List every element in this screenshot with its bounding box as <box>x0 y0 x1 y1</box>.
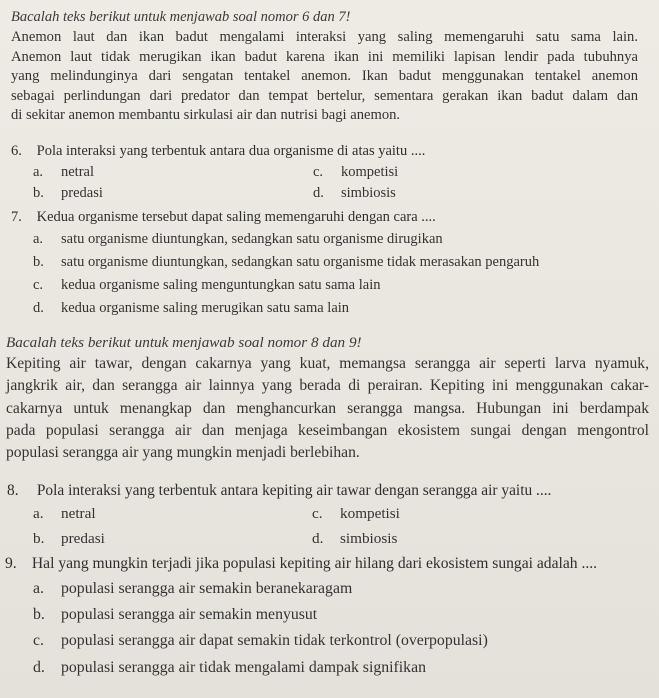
option-text: simbiosis <box>340 530 398 547</box>
option-text: predasi <box>61 530 105 547</box>
q8-option-d[interactable] <box>312 530 397 548</box>
section1-passage <box>11 28 638 126</box>
q8-option-c[interactable] <box>312 505 400 523</box>
option-letter: c. <box>313 164 324 180</box>
passage-line: jangkrik air, dan serangga air lainnya yang berada di perairan. Kepiting ini menggunakan cakar- <box>6 377 649 395</box>
option-letter: d. <box>33 659 45 676</box>
question-text: Hal yang mungkin terjadi jika populasi kepiting air hilang dari ekosistem sungai adalah .... <box>31 555 598 572</box>
q7-option-d[interactable] <box>33 300 349 317</box>
q6-option-c[interactable] <box>313 164 398 181</box>
q6-option-b[interactable] <box>33 185 103 202</box>
q8-option-a[interactable] <box>33 505 96 523</box>
option-letter: a. <box>33 505 44 522</box>
option-letter: a. <box>33 580 44 597</box>
q7-option-b[interactable] <box>33 254 539 271</box>
option-letter: b. <box>33 185 44 201</box>
option-text: kedua organisme saling menguntungkan satu sama lain <box>61 277 381 293</box>
option-letter: c. <box>33 277 44 293</box>
option-text: simbiosis <box>341 185 396 201</box>
option-letter: c. <box>312 505 323 522</box>
question-number: 6. <box>11 143 22 159</box>
option-letter: d. <box>33 300 44 316</box>
q9-option-b[interactable] <box>33 606 317 624</box>
option-text: satu organisme diuntungkan, sedangkan satu organisme dirugikan <box>61 231 443 247</box>
passage-line: cakarnya untuk menangkap dan menghancurkan serangga mangsa. Hubungan ini berdampak <box>6 399 649 417</box>
option-letter: b. <box>33 254 44 270</box>
option-text: populasi serangga air dapat semakin tidak terkontrol (overpopulasi) <box>61 632 488 649</box>
option-text: kedua organisme saling merugikan satu sama lain <box>61 300 350 316</box>
option-text: populasi serangga air tidak mengalami dampak signifikan <box>61 659 426 676</box>
option-text: netral <box>61 505 96 522</box>
option-text: netral <box>61 164 95 180</box>
q7-option-c[interactable] <box>33 277 380 294</box>
q9-option-c[interactable] <box>33 632 488 650</box>
q9-option-d[interactable] <box>33 659 426 677</box>
passage-line: sebagai perlindungan dari predator dan tempat bertelur, sementara gerakan ikan badut dalam dan <box>11 87 638 104</box>
passage-line: yang melindunginya dari sengatan tentakel anemon. Ikan badut menggunakan tentakel anemon <box>11 68 638 84</box>
passage-line: Anemon laut tidak merugikan ikan badut karena ikan ini memiliki lapisan lendir pada tubuhnya <box>11 48 638 65</box>
option-text: satu organisme diuntungkan, sedangkan satu organisme tidak merasakan pengaruh <box>61 254 540 270</box>
option-letter: d. <box>313 185 324 201</box>
option-text: predasi <box>61 185 103 201</box>
question-6 <box>11 143 425 160</box>
q6-option-a[interactable] <box>33 164 94 181</box>
passage-line: Kepiting air tawar, dengan cakarnya yang kuat, memangsa serangga air seperti larva nyamuk, <box>6 355 649 372</box>
q6-option-d[interactable] <box>313 185 396 202</box>
question-number: 9. <box>5 555 17 572</box>
question-text: Pola interaksi yang terbentuk antara kepiting air tawar dengan serangga air yaitu .... <box>36 482 552 499</box>
option-letter: b. <box>33 530 45 547</box>
option-letter: b. <box>33 606 45 623</box>
option-letter: d. <box>312 530 324 547</box>
question-number: 7. <box>11 209 22 225</box>
question-8 <box>7 482 551 500</box>
question-9 <box>5 555 597 573</box>
question-text: Kedua organisme tersebut dapat saling memengaruhi dengan cara .... <box>36 209 436 225</box>
option-text: kompetisi <box>341 164 399 180</box>
option-text: populasi serangga air semakin menyusut <box>61 606 318 623</box>
option-text: kompetisi <box>340 505 400 522</box>
q9-option-a[interactable] <box>33 580 352 598</box>
passage-line: pada populasi serangga air dan menjaga keseimbangan ekosistem sungai dengan mengontrol <box>6 421 649 439</box>
question-text: Pola interaksi yang terbentuk antara dua organisme di atas yaitu .... <box>36 143 426 159</box>
question-7 <box>11 209 436 226</box>
option-letter: c. <box>33 632 44 649</box>
q7-option-a[interactable] <box>33 231 443 248</box>
passage-line: Anemon laut dan ikan badut mengalami interaksi yang saling memengaruhi satu sama lain. <box>11 29 638 45</box>
passage-line: populasi serangga air yang mungkin menjadi berlebihan. <box>6 444 360 462</box>
option-text: populasi serangga air semakin beranekaragam <box>61 580 353 597</box>
option-letter: a. <box>33 164 44 180</box>
question-number: 8. <box>7 482 19 499</box>
section2-instruction: Bacalah teks berikut untuk menjawab soal nomor 8 dan 9! <box>6 334 362 351</box>
section2-passage <box>6 353 649 464</box>
passage-line: di sekitar anemon membantu sirkulasi air dan nutrisi bagi anemon. <box>11 107 401 123</box>
section1-instruction: Bacalah teks berikut untuk menjawab soal nomor 6 dan 7! <box>11 9 351 25</box>
q8-option-b[interactable] <box>33 530 105 548</box>
option-letter: a. <box>33 231 44 247</box>
